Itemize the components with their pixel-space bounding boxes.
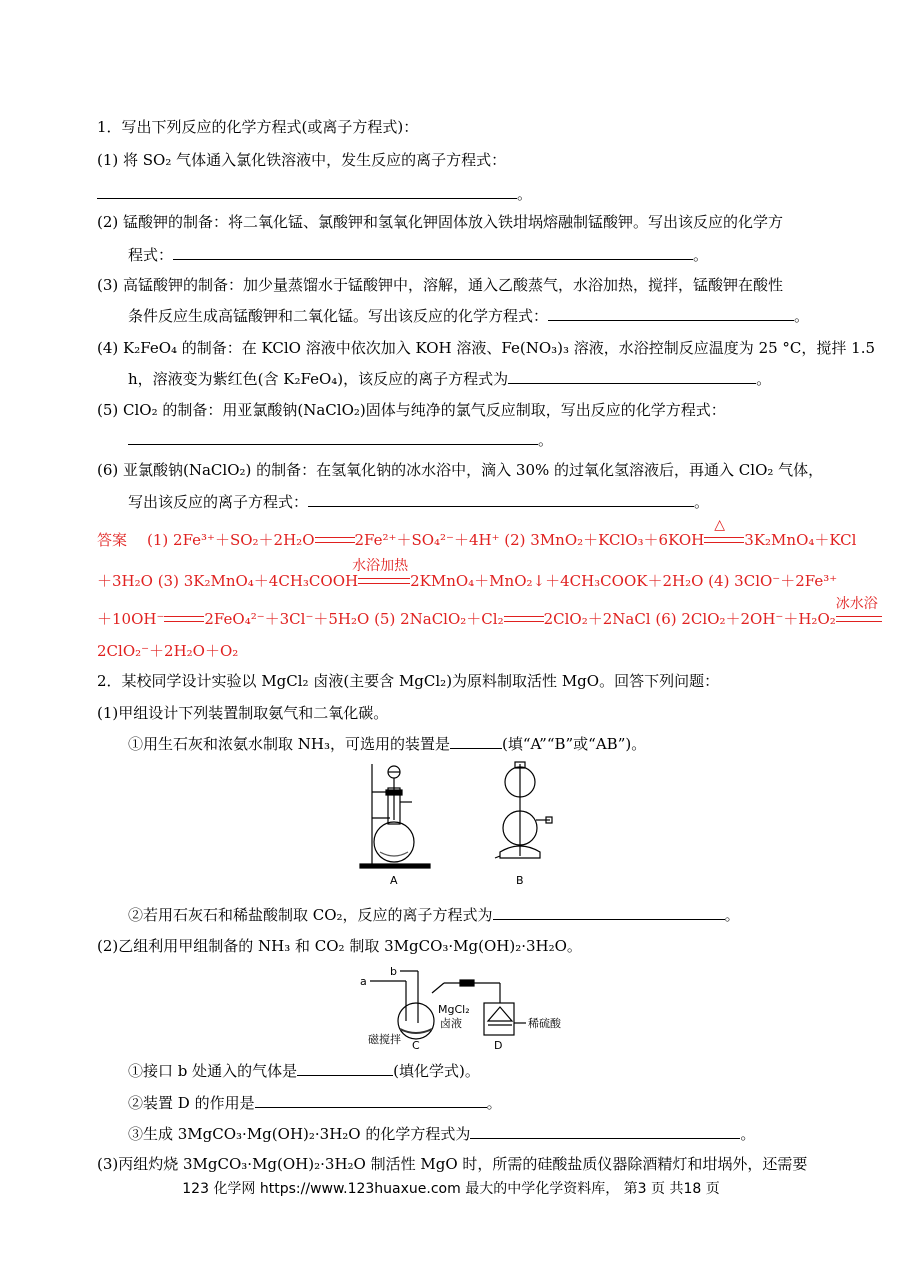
- label-dilute-sulfuric-acid: 稀硫酸: [528, 1017, 561, 1030]
- answer-label: 答案: [97, 531, 128, 549]
- water-bath-condition: 水浴加热: [352, 558, 409, 574]
- q1-part3: (3) 高锰酸钾的制备：加少量蒸馏水于锰酸钾中，溶解，通入乙酸蒸气，水浴加热，搅拌，锰酸钾在酸性: [97, 276, 784, 294]
- answer-blank: [173, 245, 693, 260]
- answer-line-1: 答案 (1) 2Fe³⁺＋SO₂＋2H₂O 2Fe²⁺＋SO₄²⁻＋4H⁺ (2) 3MnO₂＋KClO₃＋6KOH △ 3K₂MnO₄＋KCl: [97, 517, 857, 549]
- equals-sign: [315, 537, 355, 545]
- answer-blank: [548, 306, 794, 321]
- equals-sign: [164, 616, 204, 624]
- q1-part4: (4) K₂FeO₄ 的制备：在 KClO 溶液中依次加入 KOH 溶液、Fe(NO₃)₃ 溶液，水浴控制反应温度为 25 °C，搅拌 1.5: [97, 339, 876, 357]
- apparatus-figure-cd: [360, 963, 580, 1053]
- answer-blank: [470, 1124, 740, 1139]
- figure-label-d: D: [494, 1039, 503, 1052]
- figure-label-b: B: [516, 874, 524, 887]
- q2-title: 2．某校同学设计实验以 MgCl₂ 卤液(主要含 MgCl₂)为原料制取活性 MgO。回答下列问题：: [97, 672, 720, 690]
- q2-section2-a: ①接口 b 处通入的气体是 (填化学式)。: [128, 1062, 480, 1080]
- q1-part5: (5) ClO₂ 的制备：用亚氯酸钠(NaClO₂)固体与纯净的氯气反应制取，写出反应的化学方程式：: [97, 401, 726, 419]
- heat-condition: △: [714, 517, 726, 533]
- answer-blank: [297, 1061, 393, 1076]
- q1-part2: (2) 锰酸钾的制备：将二氧化锰、氯酸钾和氢氧化钾固体放入铁坩埚熔融制锰酸钾。写出该反应的化学方: [97, 213, 784, 231]
- q2-section2-c: ③生成 3MgCO₃·Mg(OH)₂·3H₂O 的化学方程式为 。: [128, 1125, 756, 1143]
- q1-part2-cont: 程式： 。: [128, 246, 709, 264]
- answer-blank: [508, 369, 756, 384]
- port-label-b: b: [390, 965, 397, 978]
- apparatus-figure-ab: [350, 760, 560, 890]
- q2-section1: (1)甲组设计下列装置制取氨气和二氧化碳。: [97, 704, 389, 722]
- equals-sign-ice-bath: [835, 596, 882, 624]
- q1-part6: (6) 亚氯酸钠(NaClO₂) 的制备：在氢氧化钠的冰水浴中，滴入 30% 的过氧化氢溶液后，再通入 ClO₂ 气体，: [97, 461, 824, 479]
- equals-sign: [504, 616, 544, 624]
- answer-blank: [308, 492, 694, 507]
- answer-blank: [255, 1093, 487, 1108]
- q2-section2-b: ②装置 D 的作用是 。: [128, 1094, 502, 1112]
- q2-section2: (2)乙组利用甲组制备的 NH₃ 和 CO₂ 制取 3MgCO₃·Mg(OH)₂·3H₂O。: [97, 937, 582, 955]
- label-mgcl2: MgCl₂: [438, 1003, 470, 1016]
- answer-line-4: 2ClO₂⁻＋2H₂O＋O₂: [97, 642, 239, 660]
- answer-line-3: ＋10OH⁻ 2FeO₄²⁻＋3Cl⁻＋5H₂O (5) 2NaClO₂＋Cl₂ 2ClO₂＋2NaCl (6) 2ClO₂＋2OH⁻＋H₂O₂ 冰水浴: [97, 609, 882, 629]
- q1-part6-cont: 写出该反应的离子方程式： 。: [128, 493, 710, 511]
- label-magnetic-stirrer: 磁搅拌: [368, 1033, 401, 1046]
- q1-part4-cont: h，溶液变为紫红色(含 K₂FeO₄)，该反应的离子方程式为 。: [128, 370, 772, 388]
- figure-label-c: C: [412, 1039, 420, 1052]
- answer-line-2: ＋3H₂O (3) 3K₂MnO₄＋4CH₃COOH 水浴加热 2KMnO₄＋MnO₂↓＋4CH₃COOK＋2H₂O (4) 3ClO⁻＋2Fe³⁺: [97, 558, 838, 590]
- q1-part3-cont: 条件反应生成高锰酸钾和二氧化锰。写出该反应的化学方程式： 。: [128, 307, 810, 325]
- q1-title: 1．写出下列反应的化学方程式(或离子方程式)：: [97, 118, 419, 136]
- label-brine: 卤液: [440, 1017, 462, 1030]
- q2-section3: (3)丙组灼烧 3MgCO₃·Mg(OH)₂·3H₂O 制活性 MgO 时，所需的硅酸盐质仪器除酒精灯和坩埚外，还需要: [97, 1155, 808, 1173]
- answer-blank: [450, 734, 502, 749]
- figure-label-a: A: [390, 874, 398, 887]
- page-footer: 123 化学网 https://www.123huaxue.com 最大的中学化学资料库， 第3 页 共18 页: [182, 1181, 720, 1197]
- q1-part1-answer-line: 。: [97, 184, 532, 204]
- q2-section1-b: ②若用石灰石和稀盐酸制取 CO₂，反应的离子方程式为 。: [128, 906, 740, 924]
- q2-section1-a: ①用生石灰和浓氨水制取 NH₃，可选用的装置是 (填“A”“B”或“AB”)。: [128, 735, 647, 753]
- answer-blank: [128, 430, 538, 445]
- equals-sign-heat: [704, 517, 744, 545]
- answer-blank: [493, 905, 725, 920]
- equals-sign-water-bath: [352, 558, 410, 586]
- q1-part5-answer-line: 。: [128, 430, 553, 450]
- ice-bath-condition: 冰水浴: [835, 596, 878, 612]
- q1-part1: (1) 将 SO₂ 气体通入氯化铁溶液中，发生反应的离子方程式：: [97, 151, 507, 169]
- port-label-a: a: [360, 975, 367, 988]
- answer-blank: [97, 184, 517, 199]
